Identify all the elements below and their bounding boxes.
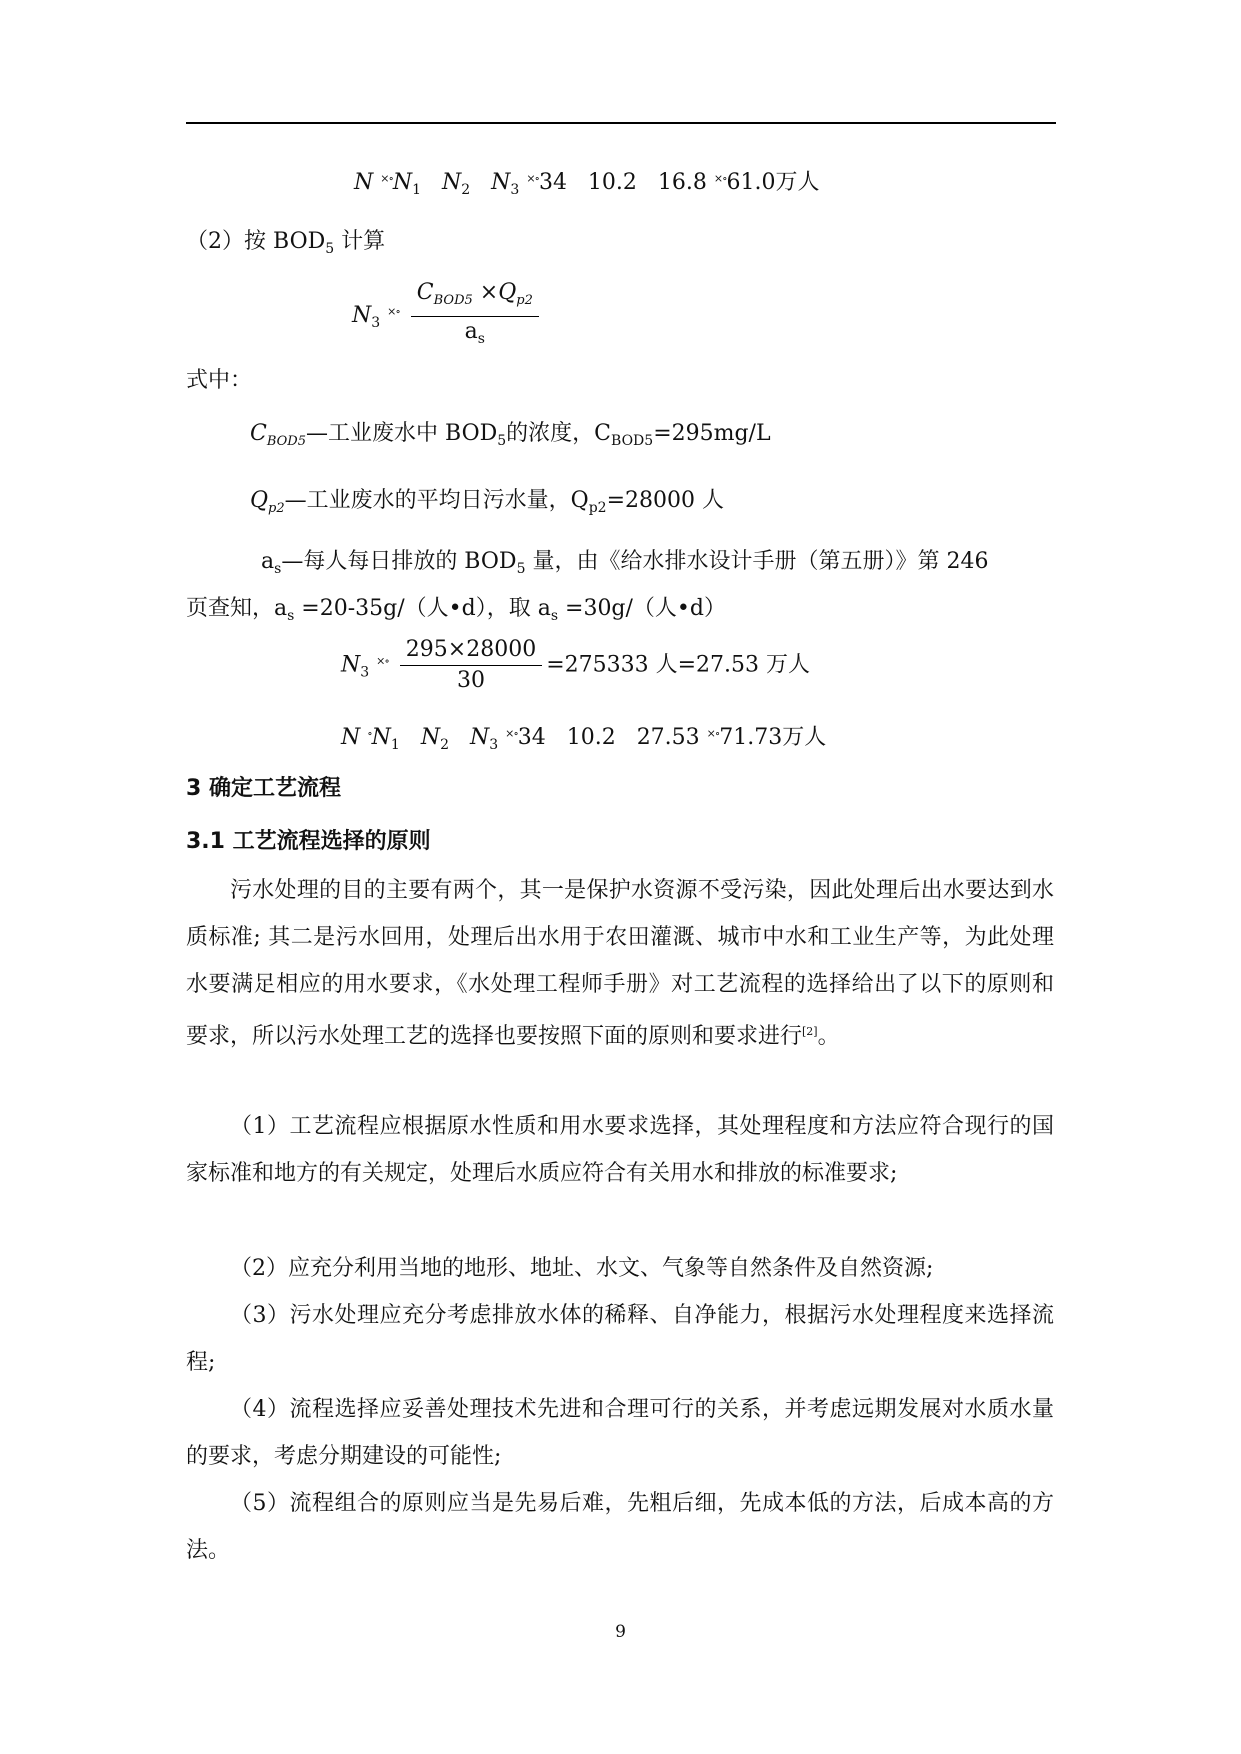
formula-operator: ×∘ [526, 172, 539, 185]
formula-symbol: C [250, 421, 267, 446]
step2-title [186, 227, 385, 264]
formula-n3-bod [352, 278, 543, 354]
step2-title-text: （2）按 BOD [186, 229, 326, 254]
step2-title-suffix: 计算 [334, 229, 386, 254]
step2-title-subscript: 5 [325, 241, 335, 257]
formula-total-population [354, 164, 819, 205]
formula-symbol: N [352, 303, 372, 328]
formula-subscript: 3 [360, 664, 370, 681]
formula-symbol: N [392, 170, 413, 195]
formula-symbol: N [341, 652, 361, 678]
definition-text: =28000 人 [606, 488, 724, 513]
formula-subscript: s [274, 561, 282, 577]
formula-n3-calc [341, 635, 810, 696]
formula-operator: ×∘ [376, 654, 389, 668]
page-number: 9 [615, 1622, 626, 1642]
formula-result: 61.0万人 [726, 170, 820, 195]
formula-subscript: BOD5 [266, 434, 306, 449]
definition-text: —工业废水中 BOD [306, 421, 498, 446]
paragraph-end: 。 [817, 1024, 840, 1049]
formula-symbol: N [442, 170, 462, 195]
principle-item: （3）污水处理应充分考虑排放水体的稀释、自净能力，根据污水处理程度来选择流程; [186, 1303, 1054, 1375]
formula-subscript: p2 [516, 293, 533, 308]
formula-operator: ×∘ [505, 727, 518, 740]
definition-subscript: s [287, 608, 295, 624]
where-label: 式中： [186, 368, 253, 393]
formula-symbol: N [371, 725, 391, 750]
formula-values: 34 10.2 27.53 [517, 725, 700, 750]
formula-symbol: N [420, 725, 441, 750]
definition-as-line1 [261, 547, 988, 584]
formula-operator: ∘ [367, 727, 372, 740]
definition-as-line2 [186, 594, 726, 631]
header-rule [186, 122, 1056, 124]
formula-symbol: N [491, 170, 511, 195]
definition-text: =295mg/L [653, 421, 771, 446]
paragraph-text: 污水处理的目的主要有两个，其一是保护水资源不受污染，因此处理后出水要达到水质标准; 其二是污水回用，处理后出水用于农田灌溉、城市中水和工业生产等，为此处理水要满足相应的用水要求，《水处理工程师手册》对工艺流程的选择给出了以下的原则和要求，所以污水处理工艺的选择也要按照下面的原则和要求进行 [186, 878, 1054, 1049]
formula-denominator: 30 [456, 668, 485, 693]
definition-text: —工业废水的平均日污水量，Q [284, 488, 589, 513]
definition-subscript: 5 [497, 433, 507, 449]
formula-subscript: 3 [489, 737, 499, 753]
formula-operator: ×∘ [713, 172, 727, 185]
citation-ref: [2] [802, 1025, 818, 1038]
formula-fraction [400, 635, 542, 696]
formula-total-population-bod [341, 719, 826, 760]
definition-text: =20-35g/（人•d），取 a [294, 596, 551, 621]
principle-item: （5）流程组合的原则应当是先易后难，先粗后细，先成本低的方法，后成本高的方法。 [186, 1491, 1054, 1563]
definition-text: —每人每日排放的 BOD [281, 549, 517, 574]
formula-subscript: p2 [268, 501, 285, 516]
definition-text: 的浓度，C [506, 421, 612, 446]
principle-item: （2）应充分利用当地的地形、地址、水文、气象等自然条件及自然资源; [230, 1256, 934, 1281]
formula-symbol: Q [498, 280, 517, 305]
definition-text: =30g/（人•d） [558, 596, 726, 621]
formula-result: =275333 人=27.53 万人 [546, 652, 811, 678]
formula-operator: ×∘ [380, 172, 393, 185]
definition-subscript: BOD5 [611, 433, 654, 449]
definition-subscript: 5 [516, 561, 526, 577]
section-3-1-title: 3.1 工艺流程选择的原则 [186, 829, 431, 854]
definition-subscript: p2 [588, 500, 607, 516]
definition-text: 量，由《给水排水设计手册（第五册）》第 246 [525, 549, 989, 574]
paragraph-purpose [186, 867, 1054, 1060]
formula-numerator: 295×28000 [400, 635, 542, 666]
formula-numerator [411, 278, 539, 317]
formula-denominator [411, 317, 539, 354]
formula-symbol: N [354, 170, 374, 195]
definition-c-bod5 [250, 419, 771, 457]
formula-subscript: 2 [440, 737, 449, 753]
definition-text: 页查知，a [186, 596, 288, 621]
formula-subscript: 3 [510, 182, 520, 198]
formula-subscript: 3 [371, 315, 381, 331]
formula-operator: × [472, 280, 499, 305]
formula-values: 34 10.2 16.8 [538, 170, 707, 195]
formula-symbol: a [261, 549, 275, 574]
definition-q-p2 [250, 486, 724, 524]
formula-symbol: N [469, 725, 490, 750]
formula-result: 71.73万人 [719, 725, 827, 750]
formula-subscript: BOD5 [433, 293, 473, 308]
formula-symbol: N [341, 725, 361, 750]
principle-item: （4）流程选择应妥善处理技术先进和合理可行的关系，并考虑远期发展对水质水量的要求，考虑分期建设的可能性; [186, 1397, 1054, 1469]
formula-subscript: 2 [461, 182, 471, 198]
formula-subscript: s [477, 331, 485, 347]
formula-fraction [411, 278, 539, 354]
definition-subscript: s [550, 608, 559, 624]
formula-subscript: 1 [412, 182, 422, 198]
formula-subscript: 1 [390, 737, 400, 753]
section-3-title: 3 确定工艺流程 [186, 776, 341, 801]
formula-symbol: C [416, 280, 434, 305]
formula-symbol: Q [250, 488, 269, 513]
formula-symbol: a [464, 319, 478, 344]
principle-item: （1）工艺流程应根据原水性质和用水要求选择，其处理程度和方法应符合现行的国家标准和地方的有关规定，处理后水质应符合有关用水和排放的标准要求; [186, 1114, 1054, 1186]
formula-operator: ×∘ [706, 727, 720, 740]
formula-operator: ×∘ [387, 305, 400, 318]
